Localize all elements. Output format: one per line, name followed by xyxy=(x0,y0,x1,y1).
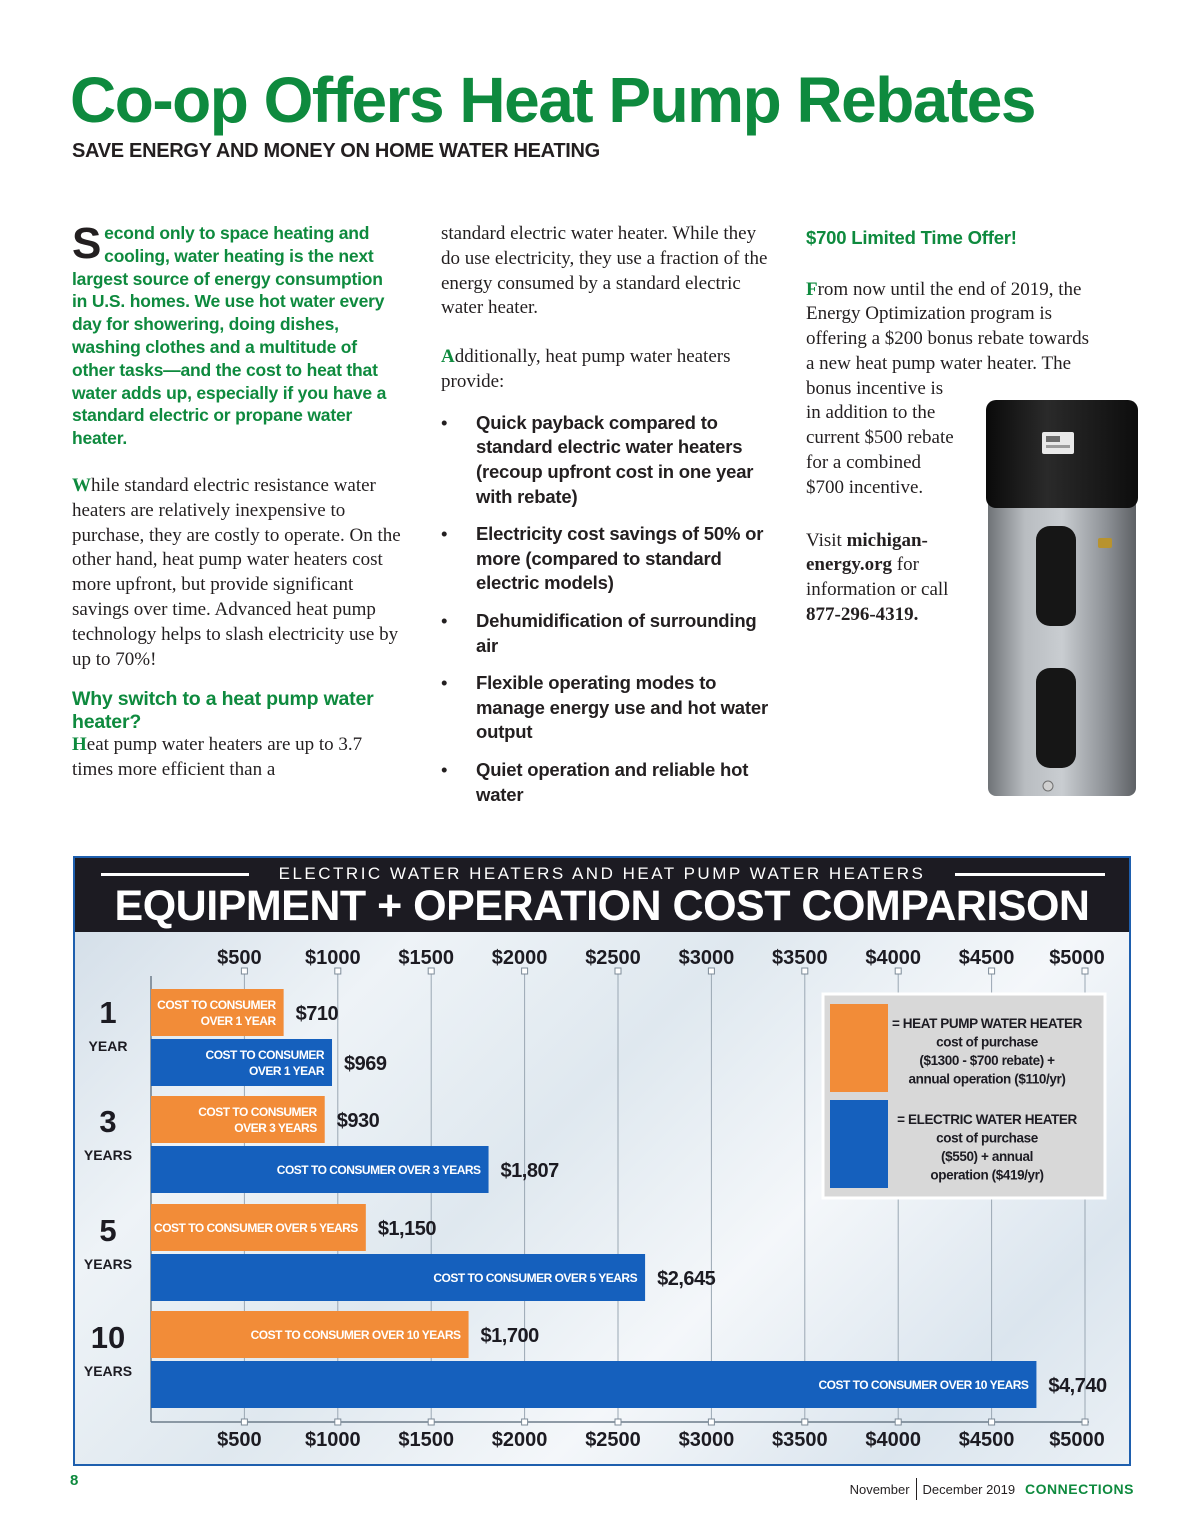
list-item: • Dehumidification of surrounding air xyxy=(441,609,757,656)
footer-divider xyxy=(916,1478,917,1500)
bullet-icon: • xyxy=(441,758,448,780)
bar-inner-label: COST TO CONSUMER xyxy=(157,998,276,1012)
access-panel-upper xyxy=(1036,526,1076,626)
bar-inner-label: OVER 3 YEARS xyxy=(234,1121,317,1135)
legend-label: operation ($419/yr) xyxy=(930,1167,1044,1183)
legend-label: cost of purchase xyxy=(936,1130,1038,1146)
cost-comparison-chart xyxy=(73,856,1131,1466)
legend-swatch xyxy=(830,1100,888,1188)
group-number-label: 3 xyxy=(99,1104,117,1139)
x-tick-label-bottom: $3500 xyxy=(771,1429,828,1451)
paragraph-1 xyxy=(72,474,402,672)
bar-inner-label: COST TO CONSUMER OVER 10 YEARS xyxy=(818,1378,1029,1392)
why-heading: Why switch to a heat pump water heater? xyxy=(72,688,374,733)
tick-mark xyxy=(428,1419,434,1425)
magazine-name: CONNECTIONS xyxy=(1025,1481,1134,1497)
group-number-label: 10 xyxy=(90,1320,126,1355)
x-tick-label-bottom: $2500 xyxy=(585,1429,641,1451)
column-2 xyxy=(441,222,771,820)
column-1 xyxy=(72,219,402,783)
x-tick-label-bottom: $2000 xyxy=(491,1429,548,1451)
paragraph-initial: H xyxy=(72,734,87,756)
bar-value-label: $710 xyxy=(295,1003,339,1025)
paragraph-text: dditionally, heat pump water heaters provide: xyxy=(441,346,731,392)
x-tick-label-bottom: $3000 xyxy=(678,1429,735,1451)
list-item: • Quiet operation and reliable hot water xyxy=(441,758,749,805)
paragraph-2-continued: standard electric water heater. While they do use electricity, they use a fraction of the energy consumed by a standard electric water heater. xyxy=(441,223,768,319)
tick-mark xyxy=(522,1419,528,1425)
bar-inner-label: COST TO CONSUMER OVER 5 YEARS xyxy=(154,1221,358,1235)
legend-label: annual operation ($110/yr) xyxy=(908,1071,1066,1087)
heat-pump-bar xyxy=(151,989,284,1036)
tick-mark xyxy=(708,1419,714,1425)
tick-mark xyxy=(802,1419,808,1425)
tick-mark xyxy=(241,1419,247,1425)
article-subtitle: SAVE ENERGY AND MONEY ON HOME WATER HEATING xyxy=(72,140,600,162)
list-item: • Flexible operating modes to manage energy use and hot water output xyxy=(441,672,768,743)
relief-valve xyxy=(1098,538,1112,548)
legend-label: cost of purchase xyxy=(936,1034,1038,1050)
benefit-list xyxy=(441,411,771,807)
group-number-label: 5 xyxy=(99,1213,117,1248)
legend-label: = HEAT PUMP WATER HEATER xyxy=(891,1016,1083,1031)
tick-mark xyxy=(1082,1419,1088,1425)
control-panel xyxy=(1042,432,1074,454)
bar-value-label: $2,645 xyxy=(657,1268,716,1290)
visit-paragraph: Visit michigan-energy.org for information or call 877-296-4319. xyxy=(806,529,949,626)
tick-mark xyxy=(615,1419,621,1425)
bar-inner-label: COST TO CONSUMER OVER 10 YEARS xyxy=(250,1328,461,1342)
heat-pump-water-heater-image xyxy=(980,398,1140,808)
x-tick-label-bottom: $1500 xyxy=(398,1429,455,1451)
bar-inner-label: COST TO CONSUMER OVER 3 YEARS xyxy=(276,1163,481,1177)
tick-mark xyxy=(335,1419,341,1425)
x-tick-label-bottom: $500 xyxy=(217,1429,262,1451)
paragraph-initial: F xyxy=(806,278,818,300)
group-unit-label: YEARS xyxy=(83,1256,133,1272)
bar-inner-label: COST TO CONSUMER xyxy=(198,1105,317,1119)
legend-label: = ELECTRIC WATER HEATER xyxy=(897,1112,1077,1127)
lead-text: econd only to space heating and cooling, water heating is the next largest source of energy consumption in U.S. homes. We use hot water every day for showering, doing dishes, washing clothes and a multitude of other tasks—and the cost to heat that water adds up, especially if you have a standard electric or propane water heater. xyxy=(72,223,387,449)
paragraph-text: hile standard electric resistance water heaters are relatively inexpensive to purchase, they are costly to operate. On the other hand, heat pump water heaters cost more upfront, but provide significant savings over time. Advanced heat pump technology helps to slash electricity use by up to 70%! xyxy=(72,474,401,670)
x-tick-label-top: $1500 xyxy=(398,947,455,969)
footer-month: November xyxy=(849,1481,910,1497)
drop-cap: S xyxy=(72,219,102,268)
bar-value-label: $1,807 xyxy=(500,1160,559,1182)
legend-label: ($1300 - $700 rebate) + xyxy=(919,1053,1055,1068)
chart-plot xyxy=(75,858,1131,1466)
x-tick-label-top: $2000 xyxy=(491,947,548,969)
x-tick-label-top: $4500 xyxy=(958,947,1015,969)
group-unit-label: YEARS xyxy=(83,1147,133,1163)
bullet-icon: • xyxy=(441,523,448,545)
bar-inner-label: COST TO CONSUMER OVER 5 YEARS xyxy=(433,1271,638,1285)
paragraph-2 xyxy=(72,733,402,783)
access-panel-lower xyxy=(1036,668,1076,768)
lead-paragraph xyxy=(72,219,402,450)
paragraph-text: rom now until the end of 2019, the Energy Optimization program is offering a $200 bonus rebate towards a new heat pump water heater. The xyxy=(806,278,1089,374)
x-tick-label-top: $2500 xyxy=(585,947,641,969)
footer-year: December 2019 xyxy=(922,1481,1016,1497)
paragraph-text: eat pump water heaters are up to 3.7 times more efficient than a xyxy=(72,734,363,781)
legend-label: ($550) + annual xyxy=(941,1149,1033,1164)
bullet-icon: • xyxy=(441,672,448,694)
heat-pump-bar xyxy=(151,1096,325,1143)
x-tick-label-bottom: $1000 xyxy=(304,1429,361,1451)
chart-kicker: ELECTRIC WATER HEATERS AND HEAT PUMP WATER HEATERS xyxy=(278,864,926,883)
x-tick-label-top: $3500 xyxy=(771,947,828,969)
offer-paragraph-a xyxy=(806,278,1091,377)
bar-inner-label: OVER 1 YEAR xyxy=(200,1014,276,1028)
bar-value-label: $930 xyxy=(336,1110,380,1132)
x-tick-label-bottom: $4000 xyxy=(865,1429,922,1451)
x-tick-label-bottom: $5000 xyxy=(1049,1429,1105,1451)
legend-swatch xyxy=(830,1004,888,1092)
tick-mark xyxy=(989,1419,995,1425)
bullet-icon: • xyxy=(441,609,448,631)
group-unit-label: YEARS xyxy=(83,1363,133,1379)
x-tick-label-top: $3000 xyxy=(678,947,735,969)
paragraph-initial: W xyxy=(72,474,91,496)
bar-inner-label: OVER 1 YEAR xyxy=(249,1064,325,1078)
chart-title: EQUIPMENT + OPERATION COST COMPARISON xyxy=(114,882,1090,930)
website-link[interactable]: michigan-energy.org xyxy=(806,529,928,576)
bar-value-label: $1,700 xyxy=(480,1325,539,1347)
x-tick-label-bottom: $4500 xyxy=(958,1429,1015,1451)
offer-paragraph-b: bonus incentive is in addition to the current $500 rebate for a combined $700 incentive. xyxy=(806,377,954,498)
phone-number: 877-296-4319. xyxy=(806,604,919,626)
offer-heading: $700 Limited Time Offer! xyxy=(806,227,1017,248)
list-item: • Electricity cost savings of 50% or more (compared to standard electric models) xyxy=(441,523,764,594)
x-tick-label-top: $1000 xyxy=(304,947,361,969)
article-title: Co-op Offers Heat Pump Rebates xyxy=(70,64,1035,136)
bullet-icon: • xyxy=(441,411,448,433)
paragraph-3 xyxy=(441,345,771,395)
page-footer xyxy=(850,1478,1134,1500)
group-unit-label: YEAR xyxy=(88,1038,128,1054)
group-number-label: 1 xyxy=(99,995,117,1030)
tick-mark xyxy=(895,1419,901,1425)
x-tick-label-top: $500 xyxy=(217,947,262,969)
x-tick-label-top: $4000 xyxy=(865,947,922,969)
electric-bar xyxy=(151,1039,332,1086)
bar-value-label: $4,740 xyxy=(1048,1375,1107,1397)
bar-value-label: $1,150 xyxy=(377,1218,436,1240)
bar-value-label: $969 xyxy=(344,1053,387,1075)
paragraph-initial: A xyxy=(441,346,455,368)
bar-inner-label: COST TO CONSUMER xyxy=(205,1048,325,1062)
list-item: • Quick payback compared to standard electric water heaters (recoup upfront cost in one year with rebate) xyxy=(441,411,754,507)
page-number: 8 xyxy=(70,1472,79,1489)
x-tick-label-top: $5000 xyxy=(1049,947,1105,969)
